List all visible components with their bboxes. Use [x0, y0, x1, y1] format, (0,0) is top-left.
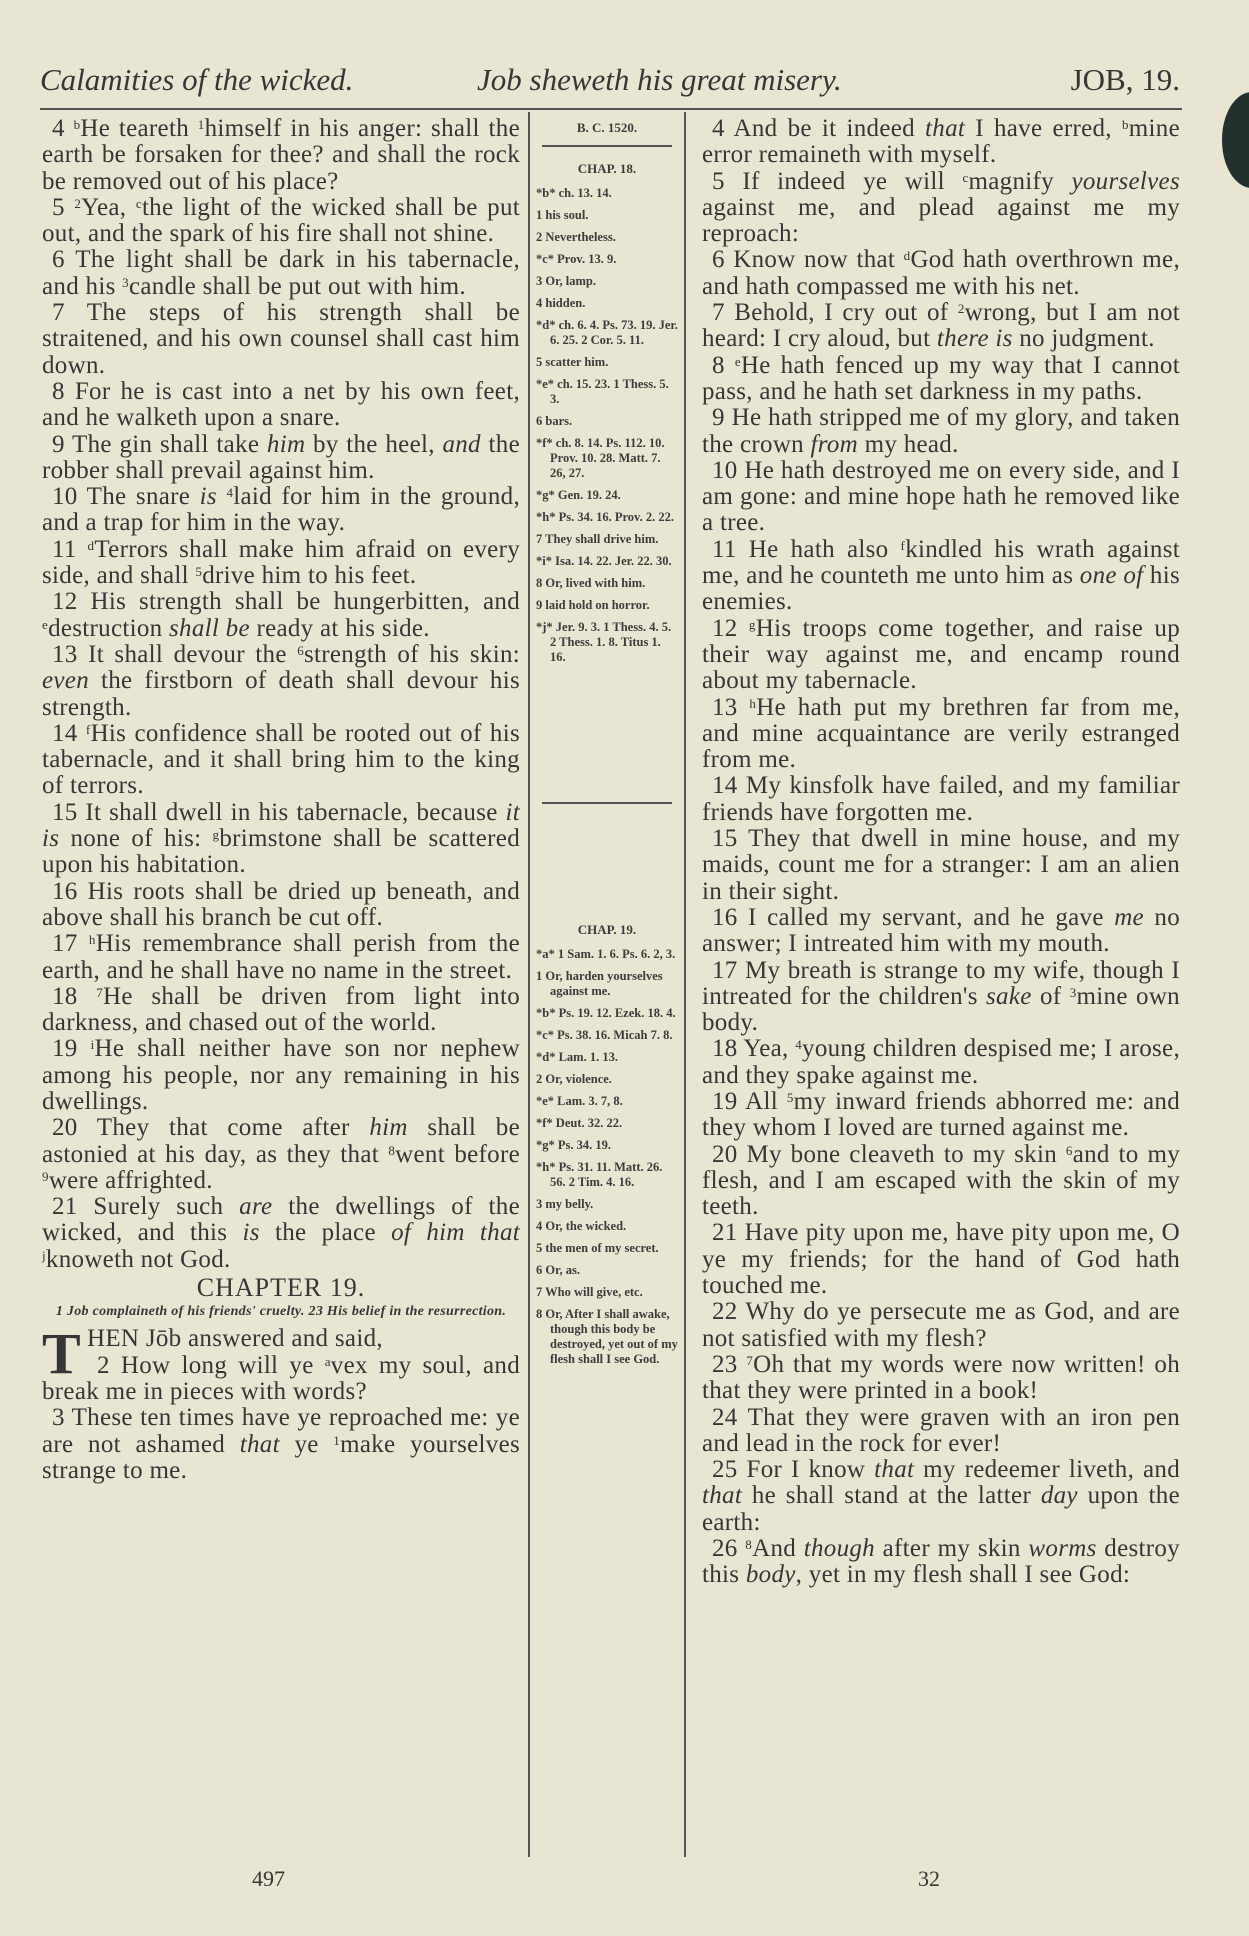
column-rule-right [684, 112, 686, 1857]
margin-note: *g* Gen. 19. 24. [536, 488, 621, 502]
margin-note: *c* Ps. 38. 16. Micah 7. 8. [536, 1028, 673, 1042]
verse-1-text: HEN Jōb answered and said, [87, 1325, 383, 1353]
margin-note: 9 laid hold on horror. [536, 598, 650, 612]
verse: 16 His roots shall be dried up beneath, and above shall his branch be cut off. [42, 877, 520, 931]
margin-note: *h* Ps. 34. 16. Prov. 2. 22. [536, 510, 674, 524]
margin-note: *a* 1 Sam. 1. 6. Ps. 6. 2, 3. [536, 947, 676, 961]
verse: 14 My kinsfolk have failed, and my familiar friends have forgotten me. [702, 772, 1180, 826]
verse: 13 $^h$He hath put my brethren far from me, and mine acquaintance are verily estranged from me. [702, 693, 1180, 774]
note-marker: f [900, 537, 906, 553]
italic-text: is [199, 483, 217, 511]
margin-note: *f* ch. 8. 14. Ps. 112. 10. Prov. 10. 28. Matt. 7. 26, 27. [536, 436, 665, 480]
margin-note: 6 bars. [536, 414, 573, 428]
note-marker: e [42, 616, 49, 632]
column-rule-left [528, 112, 530, 1857]
italic-text: worms [1028, 1535, 1097, 1563]
verse: 21 Surely such are the dwellings of the wicked, and this is the place of him that $^j$knoweth not God. [42, 1193, 521, 1273]
verse: 2 How long will ye $^a$vex my soul, and break me in pieces with words? [42, 1351, 520, 1405]
italic-text: him [266, 430, 306, 458]
left-text-column [42, 116, 520, 1484]
margin-note: 4 Or, the wicked. [536, 1219, 627, 1233]
italic-text: yourselves [1071, 167, 1180, 195]
margin-note: *e* ch. 15. 23. 1 Thess. 5. 3. [536, 377, 669, 406]
margin-note: *e* Lam. 3. 7, 8. [536, 1094, 623, 1108]
italic-text: even [42, 667, 89, 695]
verse: 13 It shall devour the $^6$strength of his skin: even the firstborn of death shall devour his strength. [42, 640, 520, 721]
italic-text: that [874, 1456, 915, 1484]
margin-note: 7 They shall drive him. [536, 532, 659, 546]
verse: 4 And be it indeed that I have erred, $^b$mine error remaineth with myself. [702, 115, 1180, 169]
verse: 5 $^2$Yea, $^c$the light of the wicked shall be put out, and the spark of his fire shall not shine. [42, 193, 520, 248]
chapter-title: CHAPTER 19. [196, 1273, 366, 1303]
verse: 9 He hath stripped me of my glory, and taken the crown from my head. [702, 404, 1180, 458]
italic-text: sake [986, 982, 1032, 1010]
italic-text: it is [42, 798, 520, 853]
note-marker: h [749, 695, 757, 711]
margin-note: 1 his soul. [536, 208, 589, 222]
running-header [40, 62, 1180, 106]
note-marker: 8 [745, 1537, 753, 1553]
verse: 11 He hath also $^f$kindled his wrath against me, and he counteth me unto him as one of his enemies. [702, 535, 1180, 616]
margin-note: *d* Lam. 1. 13. [536, 1050, 618, 1064]
note-marker: b [1121, 117, 1129, 132]
note-marker: c [962, 169, 969, 185]
note-marker: i [90, 1037, 95, 1053]
verse: 7 The steps of his strength shall be straitened, and his own counsel shall cast him down. [42, 299, 520, 379]
note-marker: a [324, 1353, 331, 1369]
thumb-index-tab [1222, 92, 1249, 188]
verse: 14 $^f$His confidence shall be rooted out of his tabernacle, and it shall bring him to the king of terrors. [42, 719, 520, 800]
note-marker: g [748, 616, 756, 632]
margin-note: *b* Ps. 19. 12. Ezek. 18. 4. [536, 1006, 676, 1020]
verse: 20 My bone cleaveth to my skin $^6$and to my flesh, and I am escaped with the skin of my teeth. [702, 1140, 1180, 1221]
margin-references [536, 116, 678, 1374]
verse: 10 He hath destroyed me on every side, and I am gone: and mine hope hath he removed like a tree. [702, 456, 1180, 537]
verse: 20 They that come after him shall be astonied at his day, as they that $^8$went before $^9$were affrighted. [42, 1114, 521, 1194]
margin-note: *f* Deut. 32. 22. [536, 1116, 623, 1130]
italic-text: one of [1079, 562, 1144, 590]
margin-note: 3 Or, lamp. [536, 274, 596, 288]
verse: 17 My breath is strange to my wife, though I intreated for the children's sake of $^3$mine own body. [702, 956, 1180, 1037]
note-marker: 6 [1065, 1142, 1073, 1158]
verse: 9 The gin shall take him by the heel, and the robber shall prevail against him. [42, 430, 520, 484]
chapter-19-verses-left [42, 1353, 520, 1484]
chapter-18-verses [42, 116, 520, 1273]
verse: 17 $^h$His remembrance shall perish from the earth, and he shall have no name in the street. [42, 930, 520, 984]
margin-note: 3 my belly. [536, 1197, 594, 1211]
margin-rule [542, 145, 672, 147]
note-marker: 7 [96, 984, 103, 1000]
italic-text: from [810, 430, 859, 458]
verse: 25 For I know that my redeemer liveth, and that he shall stand at the latter day upon the earth: [702, 1456, 1180, 1536]
italic-text: shall be [169, 614, 250, 642]
margin-note: 1 Or, harden yourselves against me. [536, 969, 663, 998]
era-label: B. C. 1520. [576, 120, 638, 135]
margin-note: *g* Ps. 34. 19. [536, 1138, 611, 1152]
note-marker: 8 [388, 1142, 396, 1158]
margin-note: 8 Or, After I shall awake, though this body be destroyed, yet out of my flesh shall I see God. [536, 1307, 678, 1366]
margin-note: 5 scatter him. [536, 355, 609, 369]
chap-19-notes [536, 947, 678, 1367]
verse: 19 All $^5$my inward friends abhorred me: and they whom I loved are turned against me. [702, 1087, 1180, 1142]
verse: 15 It shall dwell in his tabernacle, because it is none of his: $^g$brimstone shall be scattered upon his habitation. [42, 798, 520, 879]
note-marker: 3 [1069, 984, 1077, 1000]
note-marker: 2 [957, 301, 965, 317]
verse: 11 $^d$Terrors shall make him afraid on every side, and shall $^5$drive him to his feet. [42, 535, 520, 590]
verse: 18 $^7$He shall be driven from light into darkness, and chased out of the world. [42, 982, 521, 1037]
note-marker: 5 [195, 564, 203, 580]
verse: 12 His strength shall be hungerbitten, and $^e$destruction shall be ready at his side. [42, 588, 520, 642]
right-text-column [702, 116, 1180, 1589]
note-marker: f [85, 721, 91, 737]
drop-cap: T [42, 1321, 81, 1387]
italic-text: are [239, 1193, 273, 1221]
note-marker: 4 [226, 485, 234, 501]
chap-19-label: CHAP. 19. [577, 922, 637, 937]
margin-note: *b* ch. 13. 14. [536, 186, 612, 200]
header-left-title: Calamities of the wicked. [40, 62, 354, 97]
note-marker: 1 [333, 1432, 341, 1448]
italic-text: that [925, 115, 966, 142]
note-marker: 6 [297, 642, 305, 658]
note-marker: 5 [786, 1089, 794, 1105]
verse: 26 $^8$And though after my skin worms destroy this body, yet in my flesh shall I see God: [702, 1535, 1180, 1589]
verse: 16 I called my servant, and he gave me no answer; I intreated him with my mouth. [702, 903, 1181, 958]
note-marker: 4 [795, 1037, 803, 1053]
margin-note: *d* ch. 6. 4. Ps. 73. 19. Jer. 6. 25. 2 Cor. 5. 11. [536, 318, 678, 347]
margin-note: 5 the men of my secret. [536, 1241, 659, 1255]
italic-text: that [239, 1430, 280, 1458]
note-marker: 7 [746, 1352, 754, 1368]
margin-note: 6 Or, as. [536, 1263, 580, 1277]
italic-text: body [745, 1561, 796, 1589]
header-middle-title: Job sheweth his great misery. [477, 62, 842, 97]
italic-text: though [803, 1535, 875, 1563]
page-number-left: 497 [252, 1866, 285, 1891]
margin-note: 4 hidden. [536, 296, 586, 310]
italic-text: is [242, 1219, 260, 1247]
verse: 15 They that dwell in mine house, and my maids, count me for a stranger: I am an alien in their sight. [702, 825, 1180, 905]
note-marker: 2 [74, 195, 82, 211]
note-marker: d [87, 537, 95, 553]
note-marker: d [903, 248, 911, 264]
verse: 18 Yea, $^4$young children despised me; I arose, and they spake against me. [702, 1035, 1180, 1089]
margin-note: *h* Ps. 31. 11. Matt. 26. 56. 2 Tim. 4. 16. [536, 1160, 663, 1189]
header-book-chapter: JOB, 19. [1070, 62, 1180, 97]
margin-rule [542, 802, 672, 804]
note-marker: b [73, 117, 81, 132]
verse: 3 These ten times have ye reproached me: ye are not ashamed that ye $^1$make yourselves strange to me. [42, 1404, 521, 1484]
italic-text: there is [936, 325, 1013, 353]
margin-note: 2 Nevertheless. [536, 230, 616, 244]
header-rule [40, 108, 1182, 110]
verse: 8 $^e$He hath fenced up my way that I cannot pass, and he hath set darkness in my paths. [702, 351, 1180, 405]
verse: 12 $^g$His troops come together, and raise up their way against me, and encamp round about my tabernacle. [702, 614, 1181, 695]
verse: 23 $^7$Oh that my words were now written! oh that they were printed in a book! [702, 1350, 1180, 1405]
note-marker: 9 [42, 1168, 49, 1184]
italic-text: me [1114, 903, 1144, 931]
margin-note: 2 Or, violence. [536, 1072, 612, 1086]
verse: 10 The snare is $^4$laid for him in the ground, and a trap for him in the way. [42, 483, 520, 537]
verse: 8 For he is cast into a net by his own feet, and he walketh upon a snare. [42, 377, 520, 432]
italic-text: him [369, 1114, 408, 1142]
note-marker: c [135, 195, 142, 211]
margin-note: 8 Or, lived with him. [536, 576, 646, 590]
note-marker: 1 [197, 117, 205, 132]
margin-note: 7 Who will give, etc. [536, 1285, 643, 1299]
margin-note: *c* Prov. 13. 9. [536, 252, 617, 266]
verse: 22 Why do ye persecute me as God, and are not satisfied with my flesh? [702, 1298, 1180, 1352]
italic-text: of him that [391, 1219, 521, 1247]
chap-18-notes [536, 186, 678, 665]
italic-text: and [442, 430, 481, 458]
margin-note: *j* Jer. 9. 3. 1 Thess. 4. 5. 2 Thess. 1. 8. Titus 1. 16. [536, 620, 672, 664]
verse: 5 If indeed ye will $^c$magnify yourselves against me, and plead against me my reproach: [702, 167, 1180, 248]
note-marker: j [42, 1247, 46, 1263]
chapter-summary: 1 Job complaineth of his friends' cruelty. 23 His belief in the resurrection. [55, 1304, 507, 1320]
verse: 19 $^i$He shall neither have son nor nephew among his people, nor any remaining in his dwellings. [42, 1035, 520, 1115]
note-marker: h [88, 932, 96, 948]
chap-18-label: CHAP. 18. [577, 161, 637, 176]
verse: 6 Know now that $^d$God hath overthrown me, and hath compassed me with his net. [702, 246, 1180, 300]
verse: 24 That they were graven with an iron pen and lead in the rock for ever! [702, 1403, 1180, 1457]
italic-text: day [1040, 1482, 1078, 1510]
verse: 21 Have pity upon me, have pity upon me, O ye my friends; for the hand of God hath touched me. [702, 1219, 1180, 1300]
note-marker: 3 [122, 274, 129, 290]
page-number-right: 32 [918, 1866, 940, 1891]
verse: 4 $^b$He teareth $^1$himself in his anger: shall the earth be forsaken for thee? and shall the rock be removed out of his place? [42, 115, 520, 195]
note-marker: g [212, 827, 220, 843]
note-marker: e [734, 353, 741, 369]
verse: 6 The light shall be dark in his tabernacle, and his $^3$candle shall be put out with him. [42, 246, 520, 300]
margin-note: *i* Isa. 14. 22. Jer. 22. 30. [536, 554, 672, 568]
verse: 7 Behold, I cry out of $^2$wrong, but I am not heard: I cry aloud, but there is no judgment. [702, 299, 1180, 353]
chapter-19-verses-right [702, 116, 1180, 1589]
italic-text: that [702, 1482, 743, 1510]
